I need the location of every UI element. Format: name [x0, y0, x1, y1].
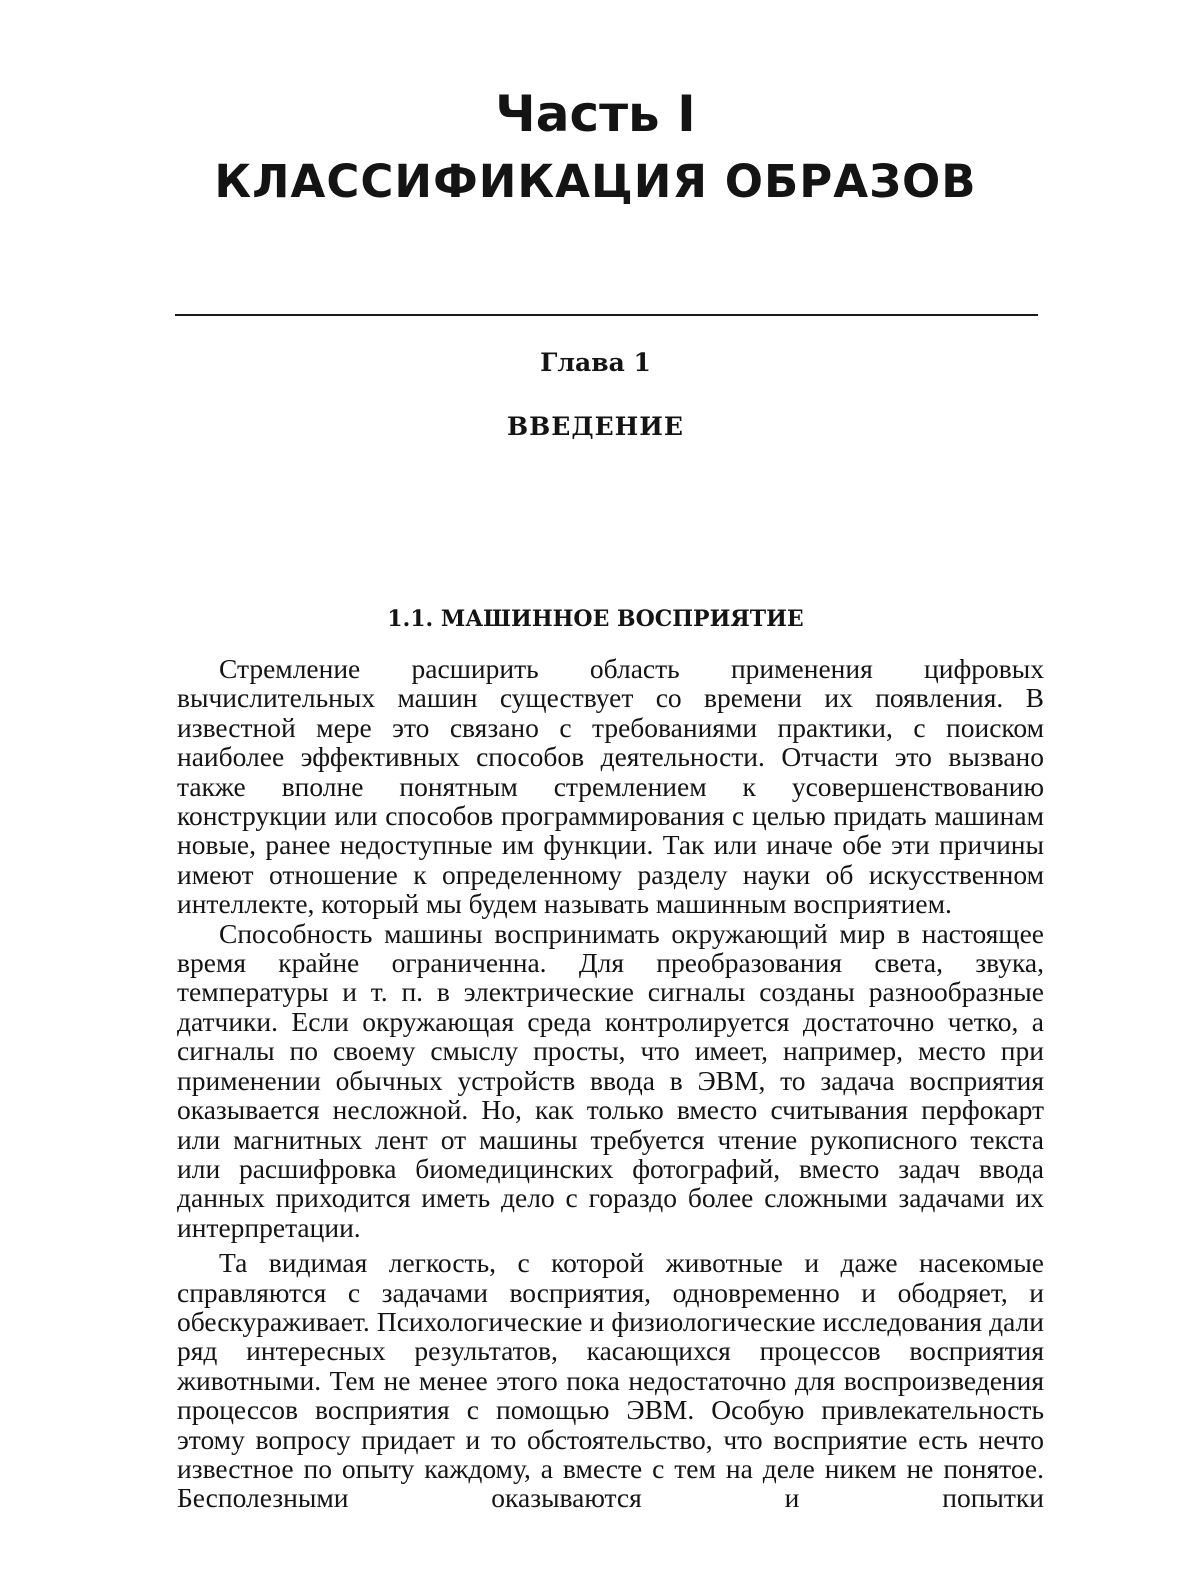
paragraph-3: Та видимая легкость, с которой животные и даже насекомые справляются с задачами восприятия, одновременно и ободряет, и обескураживает. Психологические и физиологические исследования дали ряд интересных результатов, касающихся процессов восприятия животными. Тем не менее этого пока недостаточно для воспроизведения процессов восприятия с помощью ЭВМ. Особую привлекательность этому вопросу придает и то обстоятельство, что восприятие есть нечто известное по опыту каждому, а вместе с тем на деле никем не понятое. Бесполезными оказываются и попытки: [177, 1247, 1044, 1514]
section-title: 1.1. МАШИННОЕ ВОСПРИЯТИЕ: [387, 606, 804, 632]
chapter-label: Глава 1: [540, 348, 651, 377]
horizontal-rule: [175, 314, 1038, 316]
part-label: Часть I: [495, 85, 696, 143]
paragraph-1: Стремление расширить область применения цифровых вычислительных машин существует со времени их появления. В известной мере это связано с требованиями практики, с поиском наиболее эффективных способов деятельности. Отчасти это вызвано также вполне понятным стремлением к усовершенствованию конструкции или способов программирования с целью придать машинам новые, ранее недоступные им функции. Так или иначе обе эти причины имеют отношение к определенному разделу науки об искусственном интеллекте, который мы будем называть машинным восприятием.: [177, 653, 1044, 920]
part-title: КЛАССИФИКАЦИЯ ОБРАЗОВ: [214, 155, 977, 208]
body-text: [177, 654, 1044, 1513]
paragraph-2: Способность машины воспринимать окружающий мир в настоящее время крайне ограниченна. Для преобразования света, звука, температуры и т. п. в электрические сигналы созданы разнообразные датчики. Если окружающая среда контролируется достаточно четко, а сигналы по своему смыслу просты, что имеет, например, место при применении обычных устройств ввода в ЭВМ, то задача восприятия оказывается несложной. Но, как только вместо считывания перфокарт или магнитных лент от машины требуется чтение рукописного текста или расшифровка биомедицинских фотографий, вместо задач ввода данных приходится иметь дело с гораздо более сложными задачами их интерпретации.: [177, 917, 1044, 1243]
chapter-title: ВВЕДЕНИЕ: [507, 412, 684, 441]
